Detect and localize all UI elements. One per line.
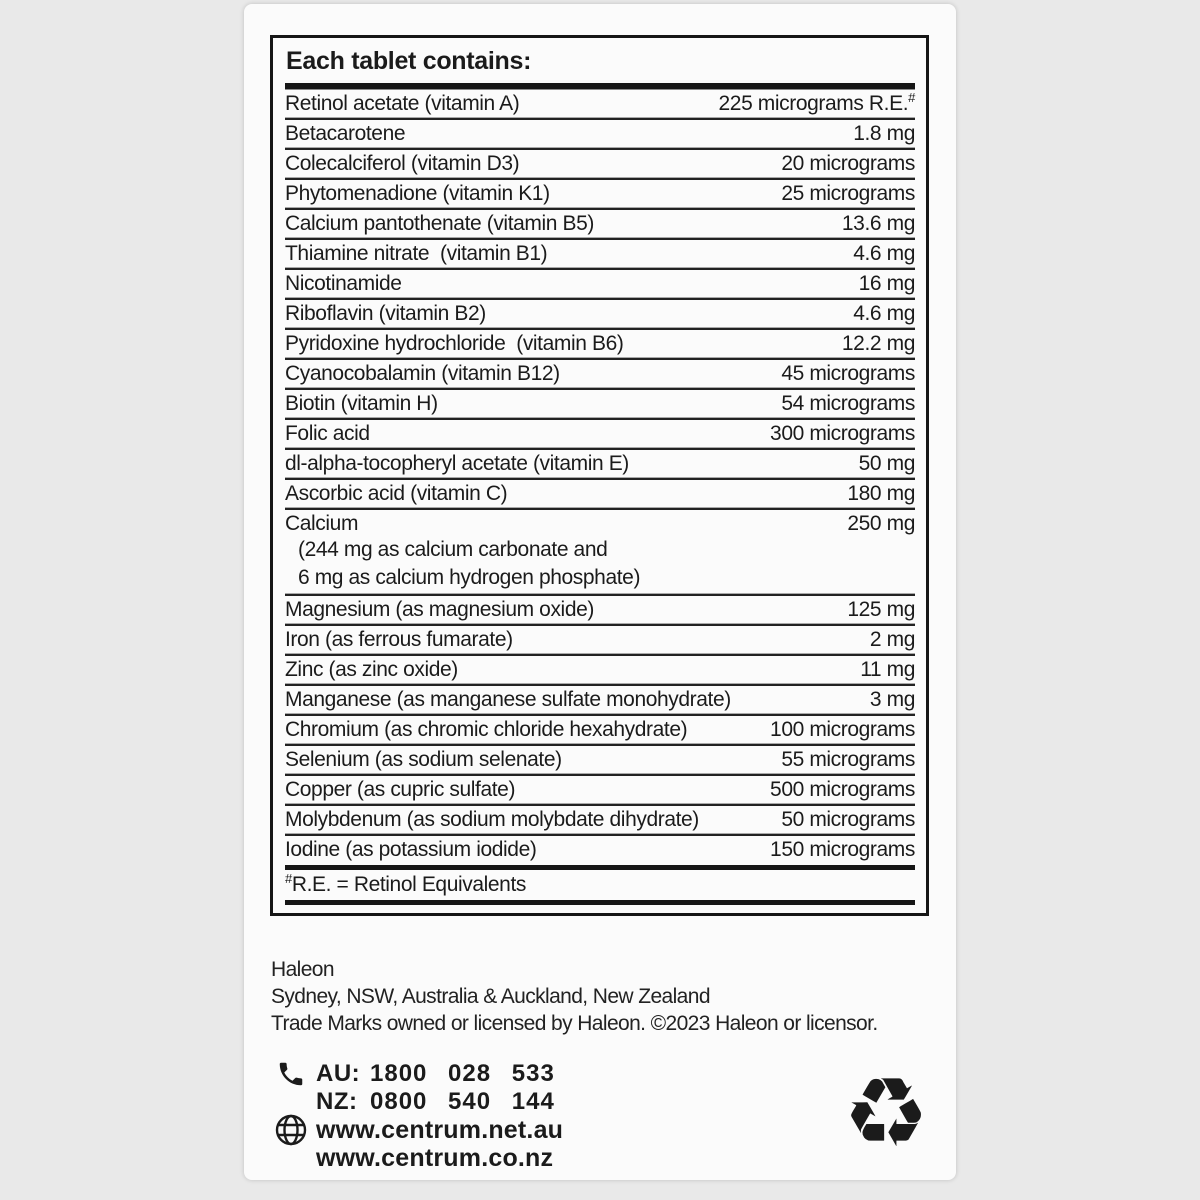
ingredient-name: Nicotinamide bbox=[285, 272, 402, 295]
ingredient-row bbox=[285, 302, 915, 326]
ingredient-name: Zinc (as zinc oxide) bbox=[285, 658, 458, 681]
ingredient-amount: 50 mg bbox=[858, 452, 915, 475]
ingredient-row bbox=[285, 838, 915, 862]
phone-nz-label: NZ: bbox=[316, 1088, 358, 1115]
ingredient-name: Calcium pantothenate (vitamin B5) bbox=[285, 212, 594, 235]
manufacturer-name: Haleon bbox=[271, 958, 334, 981]
ingredient-amount: 3 mg bbox=[869, 688, 915, 711]
ingredient-row bbox=[285, 92, 915, 116]
row-separator bbox=[285, 713, 915, 716]
row-separator bbox=[285, 237, 915, 240]
ingredient-row bbox=[285, 452, 915, 476]
ingredient-row bbox=[285, 242, 915, 266]
row-separator bbox=[285, 623, 915, 626]
ingredient-name: Calcium bbox=[285, 512, 359, 535]
ingredients-table bbox=[270, 35, 929, 916]
ingredient-row bbox=[285, 422, 915, 446]
recycling-symbol-icon: ♻ bbox=[842, 1057, 930, 1169]
ingredient-amount: 250 mg bbox=[847, 512, 915, 535]
row-separator bbox=[285, 117, 915, 120]
ingredient-name: dl-alpha-tocopheryl acetate (vitamin E) bbox=[285, 452, 629, 475]
website-au-row bbox=[266, 1116, 563, 1144]
footnote bbox=[285, 870, 915, 900]
row-separator bbox=[285, 773, 915, 776]
ingredient-amount: 11 mg bbox=[860, 658, 915, 681]
ingredient-row bbox=[285, 392, 915, 416]
ingredient-name: Retinol acetate (vitamin A) bbox=[285, 92, 520, 115]
ingredient-amount: 180 mg bbox=[847, 482, 915, 505]
row-separator bbox=[285, 357, 915, 360]
ingredient-name: Chromium (as chromic chloride hexahydrate) bbox=[285, 718, 688, 741]
ingredient-name: Betacarotene bbox=[285, 122, 406, 145]
ingredient-name: Magnesium (as magnesium oxide) bbox=[285, 598, 594, 621]
ingredient-amount: 45 micrograms bbox=[781, 362, 915, 385]
row-separator bbox=[285, 147, 915, 150]
ingredient-amount: 4.6 mg bbox=[853, 242, 915, 265]
ingredient-name: Phytomenadione (vitamin K1) bbox=[285, 182, 550, 205]
ingredient-rows bbox=[285, 90, 915, 862]
row-separator bbox=[285, 417, 915, 420]
ingredient-name: Molybdenum (as sodium molybdate dihydrate) bbox=[285, 808, 699, 831]
ingredient-name: Selenium (as sodium selenate) bbox=[285, 748, 562, 771]
ingredient-amount: 125 mg bbox=[847, 598, 915, 621]
ingredient-row bbox=[285, 718, 915, 742]
row-separator bbox=[285, 833, 915, 836]
ingredient-row bbox=[285, 122, 915, 146]
header-divider bbox=[285, 83, 915, 90]
trademark-notice: Trade Marks owned or licensed by Haleon. ©2023 Haleon or licensor. bbox=[271, 1012, 878, 1035]
ingredient-row bbox=[285, 778, 915, 802]
ingredient-name: Colecalciferol (vitamin D3) bbox=[285, 152, 520, 175]
ingredient-name: Riboflavin (vitamin B2) bbox=[285, 302, 486, 325]
ingredient-row bbox=[285, 272, 915, 296]
ingredient-amount: 50 micrograms bbox=[781, 808, 915, 831]
ingredient-name: Folic acid bbox=[285, 422, 370, 445]
phone-au-number: 1800 028 533 bbox=[370, 1060, 555, 1087]
website-nz-row bbox=[266, 1144, 563, 1172]
ingredient-name: Cyanocobalamin (vitamin B12) bbox=[285, 362, 560, 385]
row-separator bbox=[285, 477, 915, 480]
ingredient-name: Ascorbic acid (vitamin C) bbox=[285, 482, 508, 505]
row-separator bbox=[285, 387, 915, 390]
row-separator bbox=[285, 297, 915, 300]
ingredient-amount: 55 micrograms bbox=[781, 748, 915, 771]
ingredient-row bbox=[285, 152, 915, 176]
ingredient-name: Thiamine nitrate (vitamin B1) bbox=[285, 242, 548, 265]
ingredient-row bbox=[285, 482, 915, 506]
ingredient-row bbox=[285, 598, 915, 622]
footnote-sup: # bbox=[285, 871, 292, 886]
phone-au-row bbox=[266, 1060, 563, 1088]
ingredient-row bbox=[285, 688, 915, 712]
ingredient-amount: 150 micrograms bbox=[770, 838, 915, 861]
ingredient-amount: 20 micrograms bbox=[781, 152, 915, 175]
ingredient-name: Iron (as ferrous fumarate) bbox=[285, 628, 513, 651]
ingredient-subline: 6 mg as calcium hydrogen phosphate) bbox=[298, 566, 641, 589]
row-separator bbox=[285, 653, 915, 656]
ingredient-amount: 2 mg bbox=[869, 628, 915, 651]
ingredient-subline: (244 mg as calcium carbonate and bbox=[298, 538, 608, 561]
ingredient-row bbox=[285, 332, 915, 356]
contact-block bbox=[266, 1060, 563, 1172]
ingredient-amount: 225 micrograms R.E.# bbox=[718, 90, 915, 115]
footnote-text: R.E. = Retinol Equivalents bbox=[291, 873, 526, 896]
ingredient-amount: 13.6 mg bbox=[841, 212, 915, 235]
row-separator bbox=[285, 447, 915, 450]
row-separator bbox=[285, 683, 915, 686]
ingredient-amount: 100 micrograms bbox=[770, 718, 915, 741]
ingredient-name: Pyridoxine hydrochloride (vitamin B6) bbox=[285, 332, 624, 355]
label-panel bbox=[244, 4, 956, 1180]
amount-sup: # bbox=[908, 90, 915, 105]
ingredient-name: Biotin (vitamin H) bbox=[285, 392, 438, 415]
ingredient-row bbox=[285, 808, 915, 832]
ingredient-row bbox=[285, 362, 915, 386]
ingredient-name: Manganese (as manganese sulfate monohydrate) bbox=[285, 688, 731, 711]
ingredient-amount: 4.6 mg bbox=[853, 302, 915, 325]
ingredient-amount: 16 mg bbox=[858, 272, 915, 295]
table-title: Each tablet contains: bbox=[286, 47, 532, 75]
row-separator bbox=[285, 507, 915, 510]
website-au: www.centrum.net.au bbox=[316, 1115, 564, 1144]
website-nz: www.centrum.co.nz bbox=[316, 1143, 554, 1172]
ingredient-name: Iodine (as potassium iodide) bbox=[285, 838, 537, 861]
ingredient-row bbox=[285, 182, 915, 206]
row-separator bbox=[285, 327, 915, 330]
row-separator bbox=[285, 593, 915, 596]
row-separator bbox=[285, 207, 915, 210]
manufacturer-info bbox=[271, 956, 878, 1037]
ingredient-amount: 300 micrograms bbox=[770, 422, 915, 445]
ingredient-name: Copper (as cupric sulfate) bbox=[285, 778, 516, 801]
ingredient-amount: 1.8 mg bbox=[853, 122, 915, 145]
phone-nz-number: 0800 540 144 bbox=[370, 1088, 555, 1115]
ingredient-amount: 54 micrograms bbox=[781, 392, 915, 415]
ingredient-row bbox=[285, 658, 915, 682]
ingredient-amount: 25 micrograms bbox=[781, 182, 915, 205]
ingredient-amount: 500 micrograms bbox=[770, 778, 915, 801]
row-separator bbox=[285, 743, 915, 746]
footnote-bottom-divider bbox=[285, 900, 915, 905]
manufacturer-address: Sydney, NSW, Australia & Auckland, New Zealand bbox=[271, 985, 710, 1008]
ingredient-row bbox=[285, 212, 915, 236]
row-separator bbox=[285, 267, 915, 270]
row-separator bbox=[285, 803, 915, 806]
ingredient-amount: 12.2 mg bbox=[841, 332, 915, 355]
globe-icon bbox=[266, 1112, 316, 1148]
ingredient-row bbox=[285, 512, 915, 592]
ingredient-row bbox=[285, 628, 915, 652]
phone-icon bbox=[266, 1059, 316, 1089]
phone-au-label: AU: bbox=[316, 1060, 361, 1087]
row-separator bbox=[285, 177, 915, 180]
ingredient-row bbox=[285, 748, 915, 772]
